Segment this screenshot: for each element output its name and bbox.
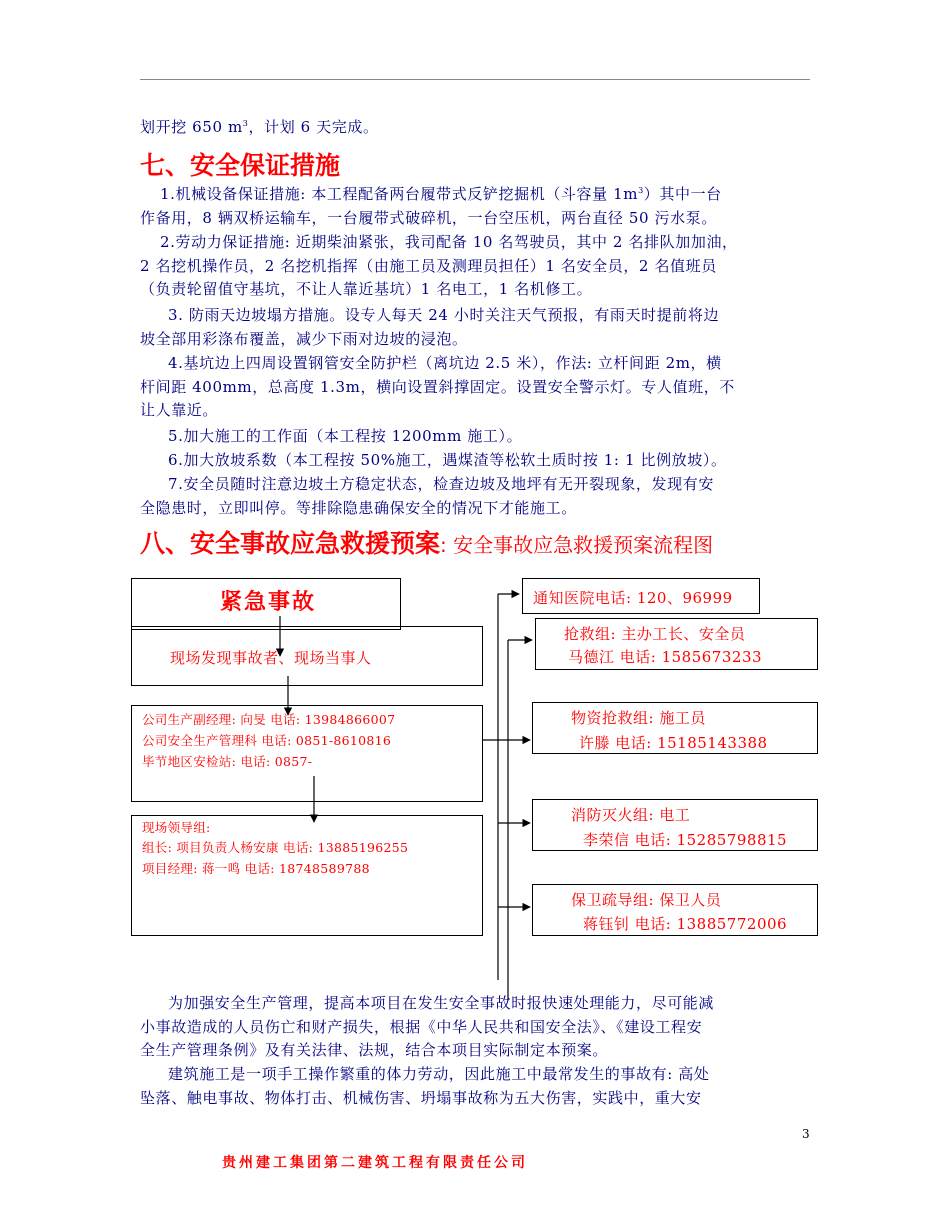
security-group-line2: 蒋钰钊 电话: 13885772006	[583, 915, 788, 933]
company-line2: 公司安全生产管理科 电话: 0851-8610816	[142, 733, 392, 748]
site-leaders-box	[131, 815, 483, 936]
hospital-text: 通知医院电话: 120、96999	[533, 589, 733, 607]
item1-line1-end: ）其中一台	[643, 185, 722, 203]
section7-heading: 七、安全保证措施	[140, 151, 341, 180]
closing-line2: 小事故造成的人员伤亡和财产损失，根据《中华人民共和国安全法》、《建设工程安	[140, 1017, 703, 1036]
discoverer-text: 现场发现事故者、现场当事人	[170, 649, 372, 667]
fire-group-line2: 李荣信 电话: 15285798815	[583, 831, 788, 849]
item1-line1: 1.机械设备保证措施: 本工程配备两台履带式反铲挖掘机（斗容量 1m	[160, 185, 639, 203]
item3-line1: 3. 防雨天边坡塌方措施。设专人每天 24 小时关注天气预报，有雨天时提前将边	[168, 306, 720, 324]
company-box	[131, 705, 483, 802]
item7-line1: 7.安全员随时注意边坡土方稳定状态，检查边坡及地坪有无开裂现象，发现有安	[168, 475, 714, 493]
item3-line2: 坡全部用彩涤布覆盖，减少下雨对边坡的浸泡。	[140, 329, 468, 348]
security-group-line1: 保卫疏导组: 保卫人员	[571, 891, 722, 909]
emergency-title-box	[131, 578, 401, 630]
fire-group-box	[532, 799, 818, 851]
item2-line3: （负责轮留值守基坑，不让人靠近基坑）1 名电工，1 名机修工。	[140, 280, 593, 298]
closing-line1: 为加强安全生产管理，提高本项目在发生安全事故时报快速处理能力，尽可能减	[168, 994, 715, 1012]
emergency-title: 紧急事故	[220, 590, 317, 615]
closing-line4: 建筑施工是一项手工操作繁重的体力劳动，因此施工中最常发生的事故有: 高处	[168, 1065, 710, 1083]
item4-line1: 4.基坑边上四周设置钢管安全防护栏（离坑边 2.5 米），作法: 立杆间距 2m，横	[168, 354, 722, 372]
company-line3: 毕节地区安检站: 电话: 0857-	[142, 754, 313, 769]
rescue-group-line1: 抢救组: 主办工长、安全员	[564, 625, 746, 643]
closing-paragraph-2	[140, 1063, 812, 1110]
top-line-text-end: ，计划 6 天完成。	[248, 118, 379, 136]
hospital-box	[522, 578, 760, 614]
company-line1: 公司生产副经理: 向旻 电话: 13984866007	[142, 712, 396, 727]
site-leaders-line1: 现场领导组:	[142, 820, 211, 835]
item6-line1: 6.加大放坡系数（本工程按 50%施工，遇煤渣等松软土质时按 1: 1 比例放坡）。	[168, 451, 727, 469]
superscript: 3	[242, 119, 249, 128]
supplies-group-box	[532, 702, 818, 754]
section8-title: 八、安全事故应急救援预案	[140, 529, 441, 558]
top-line-text: 划开挖 650 m	[140, 118, 243, 136]
security-group-box	[532, 884, 818, 936]
discoverer-box	[131, 626, 483, 686]
rescue-group-line2: 马德江 电话: 1585673233	[568, 648, 763, 666]
section8-subtitle: : 安全事故应急救援预案流程图	[440, 533, 714, 557]
site-leaders-line2: 组长: 项目负责人杨安康 电话: 13885196255	[142, 840, 409, 855]
company-footer: 贵州建工集团第二建筑工程有限责任公司	[222, 1155, 528, 1171]
supplies-group-line1: 物资抢救组: 施工员	[571, 709, 706, 727]
closing-line5: 坠落、触电事故、物体打击、机械伤害、坍塌事故称为五大伤害，实践中，重大安	[140, 1088, 702, 1107]
item2-line1: 2.劳动力保证措施: 近期柴油紧张，我司配备 10 名驾驶员，其中 2 名排队加加油，	[160, 233, 738, 251]
site-leaders-line3: 项目经理: 蒋一鸣 电话: 18748589788	[142, 861, 370, 876]
superscript: 3	[638, 186, 644, 195]
item7-line2: 全隐患时，立即叫停。等排除隐患确保安全的情况下才能施工。	[140, 498, 577, 517]
closing-paragraph-1	[140, 992, 812, 1063]
closing-line3: 全生产管理条例》及有关法律、法规，结合本项目实际制定本预案。	[140, 1041, 609, 1059]
item4-line2: 杆间距 400mm，总高度 1.3m，横向设置斜撑固定。设置安全警示灯。专人值班，不	[140, 377, 735, 396]
rescue-group-box	[535, 618, 818, 670]
item5-line1: 5.加大施工的工作面（本工程按 1200mm 施工）。	[168, 427, 523, 445]
fire-group-line1: 消防灭火组: 电工	[571, 806, 691, 824]
page-number: 3	[802, 1127, 810, 1141]
supplies-group-line2: 许滕 电话: 15185143388	[579, 734, 768, 752]
item2-line2: 2 名挖机操作员，2 名挖机指挥（由施工员及测理员担任）1 名安全员，2 名值班员	[140, 256, 717, 275]
item1-line2: 作备用，8 辆双桥运输车，一台履带式破碎机，一台空压机，两台直径 50 污水泵。	[140, 208, 717, 227]
item4-line3: 让人靠近。	[140, 401, 219, 419]
